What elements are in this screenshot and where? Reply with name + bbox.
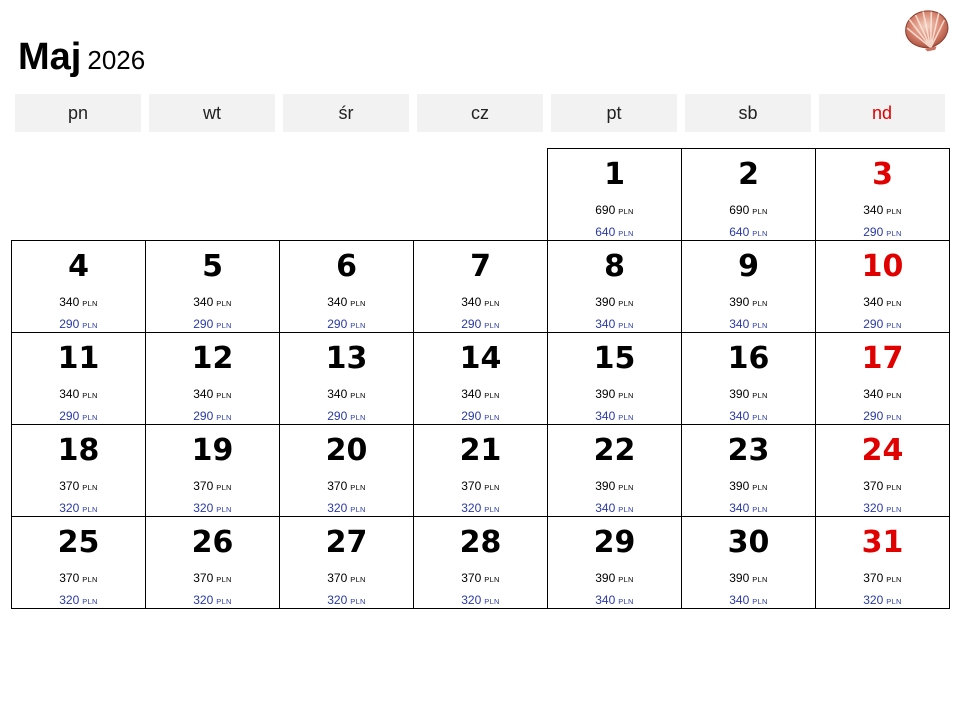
day-cell [547,424,681,516]
currency-label: PLN [618,597,634,606]
day-number: 15 [593,341,636,376]
currency-label: PLN [82,391,98,400]
price-secondary [682,409,815,425]
price-primary-value: 370 [193,571,214,585]
price-primary-value: 370 [327,571,348,585]
day-cell [547,240,681,332]
price-secondary-value: 640 [729,225,750,239]
price-secondary [414,593,547,609]
price-primary [414,571,547,587]
currency-label: PLN [618,207,634,216]
currency-label: PLN [82,299,98,308]
price-secondary [548,409,681,425]
price-secondary-value: 320 [59,593,80,607]
currency-label: PLN [886,483,902,492]
price-secondary [548,317,681,333]
price-primary-value: 340 [863,387,884,401]
price-primary-value: 390 [729,295,750,309]
day-number: 31 [861,525,904,560]
price-secondary-value: 290 [59,409,80,423]
price-primary-value: 690 [729,203,750,217]
price-secondary [816,409,949,425]
price-primary-value: 390 [595,387,616,401]
day-number: 16 [727,341,770,376]
currency-label: PLN [82,413,98,422]
price-secondary-value: 320 [59,501,80,515]
price-primary-value: 370 [193,479,214,493]
currency-label: PLN [752,597,768,606]
price-secondary-value: 340 [729,317,750,331]
currency-label: PLN [752,207,768,216]
currency-label: PLN [886,207,902,216]
price-secondary-value: 340 [595,317,616,331]
currency-label: PLN [752,229,768,238]
day-number: 18 [57,433,100,468]
currency-label: PLN [216,597,232,606]
price-secondary [816,593,949,609]
currency-label: PLN [216,321,232,330]
price-primary [280,387,413,403]
day-number: 3 [872,157,893,192]
day-number: 21 [459,433,502,468]
currency-label: PLN [618,299,634,308]
price-primary-value: 340 [863,295,884,309]
price-primary [146,295,279,311]
price-primary [682,479,815,495]
price-primary-value: 340 [461,387,482,401]
price-secondary [682,593,815,609]
currency-label: PLN [216,575,232,584]
currency-label: PLN [350,505,366,514]
price-primary [682,571,815,587]
price-primary-value: 340 [327,387,348,401]
price-primary [12,479,145,495]
day-cell [547,332,681,424]
currency-label: PLN [886,299,902,308]
currency-label: PLN [350,413,366,422]
day-number: 1 [604,157,625,192]
price-primary [548,203,681,219]
currency-label: PLN [350,483,366,492]
currency-label: PLN [618,483,634,492]
price-primary-value: 390 [729,387,750,401]
price-primary [682,387,815,403]
price-secondary-value: 340 [729,501,750,515]
price-primary [816,295,949,311]
price-primary-value: 370 [863,571,884,585]
currency-label: PLN [484,483,500,492]
price-primary [12,295,145,311]
day-number: 24 [861,433,904,468]
price-secondary-value: 290 [193,317,214,331]
day-cell [11,516,145,609]
day-cell [413,516,547,609]
price-primary [816,203,949,219]
day-number: 22 [593,433,636,468]
price-secondary-value: 320 [863,501,884,515]
day-number: 28 [459,525,502,560]
currency-label: PLN [216,391,232,400]
day-cell [413,332,547,424]
currency-label: PLN [82,321,98,330]
day-cell [681,424,815,516]
price-secondary [682,225,815,241]
day-number: 30 [727,525,770,560]
currency-label: PLN [82,575,98,584]
price-secondary [146,409,279,425]
currency-label: PLN [618,229,634,238]
price-secondary-value: 290 [59,317,80,331]
currency-label: PLN [82,483,98,492]
currency-label: PLN [350,597,366,606]
price-secondary [146,593,279,609]
price-primary [548,387,681,403]
price-secondary-value: 290 [327,409,348,423]
day-number: 14 [459,341,502,376]
currency-label: PLN [216,505,232,514]
price-secondary-value: 320 [461,593,482,607]
currency-label: PLN [484,321,500,330]
price-primary-value: 690 [595,203,616,217]
price-primary-value: 340 [59,295,80,309]
day-cell [279,332,413,424]
price-primary-value: 340 [193,295,214,309]
price-secondary-value: 290 [193,409,214,423]
price-secondary [12,501,145,517]
currency-label: PLN [886,505,902,514]
currency-label: PLN [82,597,98,606]
weekday-label: pt [551,94,677,132]
currency-label: PLN [484,391,500,400]
calendar-header [18,36,145,84]
currency-label: PLN [618,505,634,514]
day-number: 12 [191,341,234,376]
price-secondary [280,317,413,333]
price-primary [280,479,413,495]
price-primary-value: 390 [729,479,750,493]
day-cell [11,424,145,516]
currency-label: PLN [752,299,768,308]
price-primary-value: 390 [595,479,616,493]
price-primary-value: 390 [595,295,616,309]
price-secondary-value: 320 [461,501,482,515]
currency-label: PLN [752,391,768,400]
price-primary [816,571,949,587]
price-primary-value: 370 [863,479,884,493]
price-primary [12,387,145,403]
price-secondary [816,317,949,333]
day-number: 26 [191,525,234,560]
price-secondary-value: 320 [193,593,214,607]
day-cell [681,332,815,424]
price-secondary [146,501,279,517]
price-primary [414,295,547,311]
currency-label: PLN [216,299,232,308]
currency-label: PLN [216,483,232,492]
price-primary-value: 390 [729,571,750,585]
price-secondary [682,317,815,333]
day-cell [11,332,145,424]
day-number: 2 [738,157,759,192]
price-secondary [146,317,279,333]
currency-label: PLN [618,391,634,400]
price-secondary-value: 290 [327,317,348,331]
day-cell [547,148,681,240]
day-number: 4 [68,249,89,284]
currency-label: PLN [350,575,366,584]
day-cell [815,148,950,240]
price-secondary [414,409,547,425]
currency-label: PLN [886,321,902,330]
price-primary [548,295,681,311]
price-primary [816,387,949,403]
price-secondary [414,317,547,333]
price-secondary-value: 340 [595,593,616,607]
price-secondary [280,593,413,609]
day-number: 29 [593,525,636,560]
price-secondary-value: 290 [863,317,884,331]
price-primary [414,387,547,403]
calendar-grid [11,148,949,609]
day-number: 6 [336,249,357,284]
price-secondary-value: 340 [729,409,750,423]
day-cell [815,516,950,609]
price-secondary-value: 340 [595,501,616,515]
currency-label: PLN [484,299,500,308]
price-primary-value: 370 [461,479,482,493]
price-primary [280,295,413,311]
price-primary [146,387,279,403]
price-secondary [12,317,145,333]
price-secondary-value: 290 [461,317,482,331]
currency-label: PLN [886,391,902,400]
weekday-label: sb [685,94,811,132]
day-number: 19 [191,433,234,468]
price-primary-value: 340 [863,203,884,217]
price-primary [682,295,815,311]
price-secondary [548,501,681,517]
price-secondary [548,593,681,609]
price-secondary-value: 340 [729,593,750,607]
day-number: 10 [861,249,904,284]
day-number: 23 [727,433,770,468]
currency-label: PLN [886,597,902,606]
currency-label: PLN [484,413,500,422]
price-primary-value: 370 [59,571,80,585]
currency-label: PLN [752,483,768,492]
price-primary-value: 340 [461,295,482,309]
day-number: 17 [861,341,904,376]
price-secondary [816,225,949,241]
price-secondary [12,409,145,425]
currency-label: PLN [618,321,634,330]
day-cell [145,516,279,609]
currency-label: PLN [886,229,902,238]
price-secondary-value: 290 [461,409,482,423]
price-primary [816,479,949,495]
price-secondary [682,501,815,517]
day-cell [145,240,279,332]
currency-label: PLN [752,575,768,584]
price-secondary-value: 340 [595,409,616,423]
month-title: Maj [18,36,82,78]
price-primary-value: 370 [461,571,482,585]
currency-label: PLN [350,321,366,330]
price-secondary [414,501,547,517]
price-primary [146,571,279,587]
day-cell [11,240,145,332]
weekday-label: wt [149,94,275,132]
day-cell [815,332,950,424]
day-number: 13 [325,341,368,376]
price-secondary-value: 640 [595,225,616,239]
price-secondary-value: 320 [327,593,348,607]
price-primary-value: 340 [59,387,80,401]
weekday-label: pn [15,94,141,132]
price-secondary-value: 290 [863,409,884,423]
day-cell [413,424,547,516]
day-cell [815,424,950,516]
currency-label: PLN [752,413,768,422]
day-cell [413,240,547,332]
price-secondary [548,225,681,241]
day-cell [279,424,413,516]
day-cell [681,516,815,609]
weekday-header-row [15,94,945,132]
price-primary [682,203,815,219]
price-secondary [280,409,413,425]
currency-label: PLN [886,575,902,584]
day-cell [547,516,681,609]
price-secondary [280,501,413,517]
day-cell [681,240,815,332]
price-primary [280,571,413,587]
day-number: 9 [738,249,759,284]
currency-label: PLN [216,413,232,422]
currency-label: PLN [618,575,634,584]
weekday-label: nd [819,94,945,132]
day-number: 20 [325,433,368,468]
currency-label: PLN [484,505,500,514]
currency-label: PLN [618,413,634,422]
day-cell [681,148,815,240]
price-primary-value: 340 [193,387,214,401]
price-primary-value: 390 [595,571,616,585]
price-primary [414,479,547,495]
day-number: 8 [604,249,625,284]
day-number: 7 [470,249,491,284]
price-secondary-value: 320 [193,501,214,515]
currency-label: PLN [752,505,768,514]
weekday-label: cz [417,94,543,132]
price-primary [548,571,681,587]
currency-label: PLN [350,391,366,400]
day-cell [145,332,279,424]
currency-label: PLN [82,505,98,514]
price-primary-value: 340 [327,295,348,309]
price-primary-value: 370 [327,479,348,493]
currency-label: PLN [350,299,366,308]
day-cell [815,240,950,332]
price-secondary-value: 320 [863,593,884,607]
day-number: 11 [57,341,100,376]
day-number: 25 [57,525,100,560]
day-cell [145,424,279,516]
price-primary [548,479,681,495]
day-cell [279,516,413,609]
price-secondary-value: 290 [863,225,884,239]
currency-label: PLN [886,413,902,422]
currency-label: PLN [484,575,500,584]
day-number: 5 [202,249,223,284]
day-number: 27 [325,525,368,560]
day-cell [279,240,413,332]
currency-label: PLN [752,321,768,330]
price-primary [146,479,279,495]
currency-label: PLN [484,597,500,606]
weekday-label: śr [283,94,409,132]
price-primary [12,571,145,587]
price-secondary [816,501,949,517]
year-label: 2026 [87,45,146,75]
price-secondary [12,593,145,609]
price-secondary-value: 320 [327,501,348,515]
price-primary-value: 370 [59,479,80,493]
seashell-icon [902,8,952,52]
